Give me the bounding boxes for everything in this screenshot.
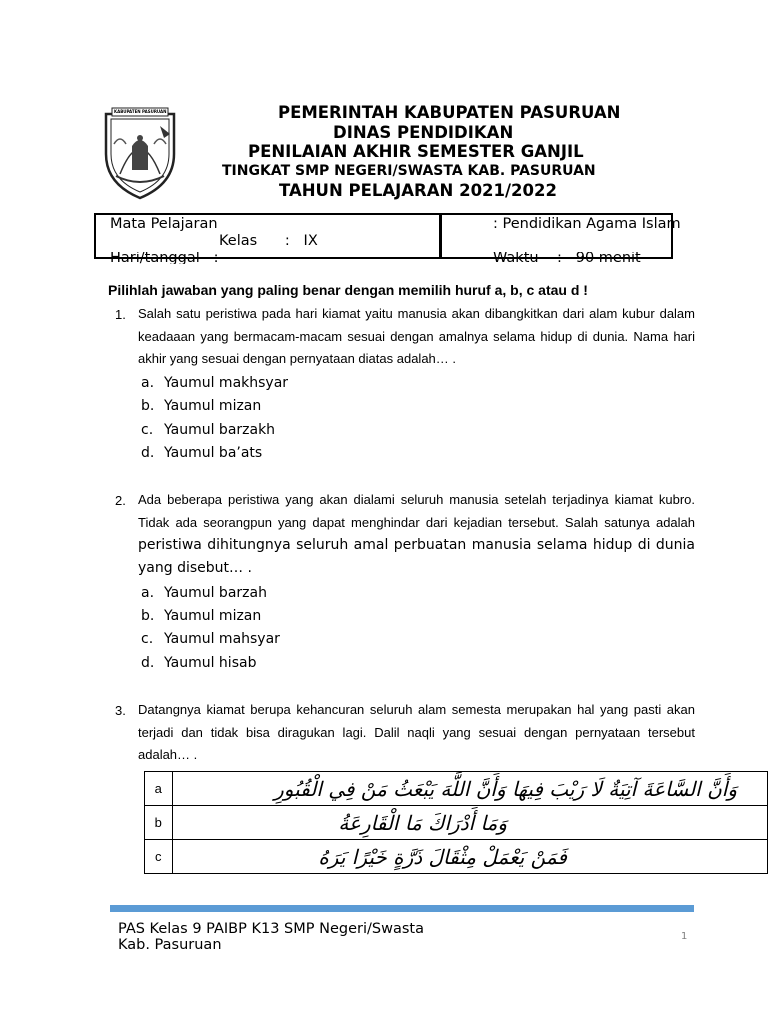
instruction: Pilihlah jawaban yang paling benar dengan memilih huruf a, b, c atau d ! — [108, 282, 588, 298]
row-label: b — [145, 806, 173, 840]
footer-line-2: Kab. Pasuruan — [118, 937, 222, 953]
option-text: Yaumul ba’ats — [164, 445, 263, 461]
question-number: 3. — [115, 703, 126, 718]
class-field: Kelas : IX — [219, 233, 318, 249]
time-field: Waktu : 90 menit — [493, 252, 641, 264]
question-number: 2. — [115, 493, 126, 508]
option-letter: c. — [141, 422, 154, 438]
option-letter: c. — [141, 631, 154, 647]
option-text: Yaumul barzakh — [164, 422, 276, 438]
option-letter: b. — [141, 608, 155, 624]
regency-shield-icon — [100, 104, 180, 200]
header-line-2: DINAS PENDIDIKAN — [333, 123, 514, 142]
option-letter: a. — [141, 585, 155, 601]
footer-line-1: PAS Kelas 9 PAIBP K13 SMP Negeri/Swasta — [118, 921, 424, 937]
question-text: Salah satu peristiwa pada hari kiamat yaitu manusia akan dibangkitkan dari alam kubur dalam keadaaan yang bermacam-macam sesuai dengan amalnya selama hidup di dunia. Nama hari akhir yang sesuai dengan pernyataan diatas adalah… . — [138, 306, 695, 366]
footer-rule — [110, 905, 694, 912]
option-text: Yaumul barzah — [164, 585, 267, 601]
header-line-3: PENILAIAN AKHIR SEMESTER GANJIL — [248, 142, 584, 161]
question-text: Datangnya kiamat berupa kehancuran seluruh alam semesta merupakan hal yang pasti akan terjadi dan tidak bisa diragukan lagi. Dalil naqli yang sesuai dengan pernyataan tersebut adalah… . — [138, 702, 695, 762]
option-letter: d. — [141, 445, 155, 461]
table-row — [145, 840, 768, 874]
table-row — [145, 806, 768, 840]
option-text: Yaumul mizan — [164, 608, 262, 624]
arabic-verse: فَمَنْ يَعْمَلْ مِثْقَالَ ذَرَّةٍ خَيْرًا يَرَهُ — [172, 840, 767, 874]
info-lower-clip — [100, 252, 680, 264]
option-text: Yaumul mahsyar — [164, 631, 280, 647]
question-text-tail: peristiwa dihitungnya seluruh amal perbuatan manusia selama hidup di dunia yang disebut… . — [138, 537, 695, 576]
option-text: Yaumul mizan — [164, 398, 262, 414]
row-label: a — [145, 772, 173, 806]
option-text: Yaumul hisab — [164, 655, 257, 671]
row-label: c — [145, 840, 173, 874]
option-text: Yaumul makhsyar — [164, 375, 289, 391]
option-letter: d. — [141, 655, 155, 671]
subject-label: Mata Pelajaran — [110, 216, 218, 232]
regency-logo — [100, 104, 180, 200]
subject-value: : Pendidikan Agama Islam — [493, 216, 681, 232]
arabic-verse: وَأَنَّ السَّاعَةَ آتِيَةٌ لَا رَيْبَ فِيهَا وَأَنَّ اللَّهَ يَبْعَثُ مَنْ فِي الْقُبُورِ — [172, 772, 767, 806]
header-line-1: PEMERINTAH KABUPATEN PASURUAN — [278, 103, 621, 122]
page-number: 1 — [681, 931, 688, 942]
option-letter: b. — [141, 398, 155, 414]
day-field: Hari/tanggal : — [110, 252, 219, 264]
question-number: 1. — [115, 307, 126, 322]
header-line-5: TAHUN PELAJARAN 2021/2022 — [279, 181, 557, 200]
logo-text: KABUPATEN PASURUAN — [114, 109, 167, 114]
header-line-4: TINGKAT SMP NEGERI/SWASTA KAB. PASURUAN — [222, 163, 596, 179]
answer-table — [144, 771, 768, 874]
arabic-verse: وَمَا أَدْرَاكَ مَا الْقَارِعَةُ — [172, 806, 767, 840]
table-row — [145, 772, 768, 806]
question-text — [138, 489, 695, 579]
option-letter: a. — [141, 375, 155, 391]
question-text-start: Ada beberapa peristiwa yang akan dialami seluruh manusia setelah terjadinya kiamat kubro. Tidak ada seorangpun yang dapat menghindar dari kejadian tersebut. Salah satunya adalah — [138, 492, 695, 530]
